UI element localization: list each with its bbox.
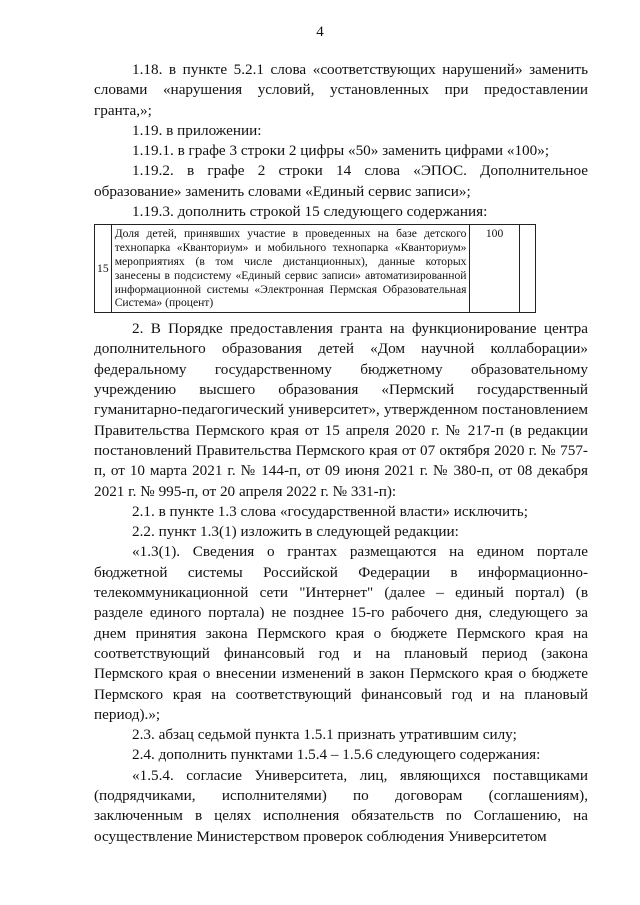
document-body [94, 60, 588, 847]
table-row-value: 100 [470, 225, 519, 313]
indicator-table [94, 224, 536, 313]
paragraph-2-3: 2.3. абзац седьмой пункта 1.5.1 признать утратившим силу; [132, 726, 517, 744]
paragraph-2-1: 2.1. в пункте 1.3 слова «государственной власти» исключить; [132, 502, 528, 520]
paragraph-1-19: 1.19. в приложении: [132, 121, 262, 139]
paragraph-1-3-1-quote: «1.3(1). Сведения о грантах размещаются на едином портале бюджетной системы Российской Федерации в информационно-телекоммуникационной сети "Интернет" (далее – единый портал) (в разделе единого портала) не позднее 15-го рабочего дня, следующего за днем принятия закона Пермского края о бюджете Пермского края на соответствующий финансовый год и на плановый период (закона Пермского края о внесении изменений в закон Пермского края о бюджете Пермского края на соответствующий финансовый год и на плановый период).»; [94, 543, 588, 723]
table-row-number: 15 [95, 225, 112, 313]
paragraph-1-5-4-quote: «1.5.4. согласие Университета, лиц, являющихся поставщиками (подрядчиками, исполнителями) по договорам (соглашениям), заключенным в целях исполнения обязательств по Соглашению, на осуществление Министерством проверок соблюдения Университетом [94, 766, 588, 845]
paragraph-2-4: 2.4. дополнить пунктами 1.5.4 – 1.5.6 следующего содержания: [132, 746, 541, 764]
paragraph-2: 2. В Порядке предоставления гранта на функционирование центра дополнительного образования детей «Дом научной коллаборации» федеральному государственному бюджетному образовательному учреждению высшего образования «Пермский государственный гуманитарно-педагогический университет», утвержденном постановлением Правительства Пермского края от 15 апреля 2020 г. № 217-п (в редакции постановлений Правительства Пермского края от 07 октября 2020 г. № 757-п, от 10 марта 2021 г. № 144-п, от 09 июня 2021 г. № 380-п, от 08 декабря 2021 г. № 995-п, от 20 апреля 2022 г. № 331-п): [94, 320, 588, 500]
table-row-extra [519, 225, 535, 313]
paragraph-1-19-3: 1.19.3. дополнить строкой 15 следующего содержания: [132, 203, 488, 221]
paragraph-1-19-2: 1.19.2. в графе 2 строки 14 слова «ЭПОС. Дополнительное образование» заменить словами «Единый сервис записи»; [94, 162, 588, 200]
paragraph-2-2: 2.2. пункт 1.3(1) изложить в следующей редакции: [132, 523, 459, 541]
paragraph-1-19-1: 1.19.1. в графе 3 строки 2 цифры «50» заменить цифрами «100»; [132, 142, 550, 160]
table-row [95, 225, 536, 313]
paragraph-1-18: 1.18. в пункте 5.2.1 слова «соответствующих нарушений» заменить словами «нарушения условий, установленных при предоставлении гранта,»; [94, 61, 588, 119]
table-row-description: Доля детей, принявших участие в проведенных на базе детского технопарка «Кванториум» и мобильного технопарка «Кванториум» мероприятиях (в том числе дистанционных), данные которых занесены в подсистему «Единый сервис записи» автоматизированной информационной системы «Электронная Пермская Образовательная Система» (процент) [111, 225, 470, 313]
page-number: 4 [316, 24, 324, 40]
